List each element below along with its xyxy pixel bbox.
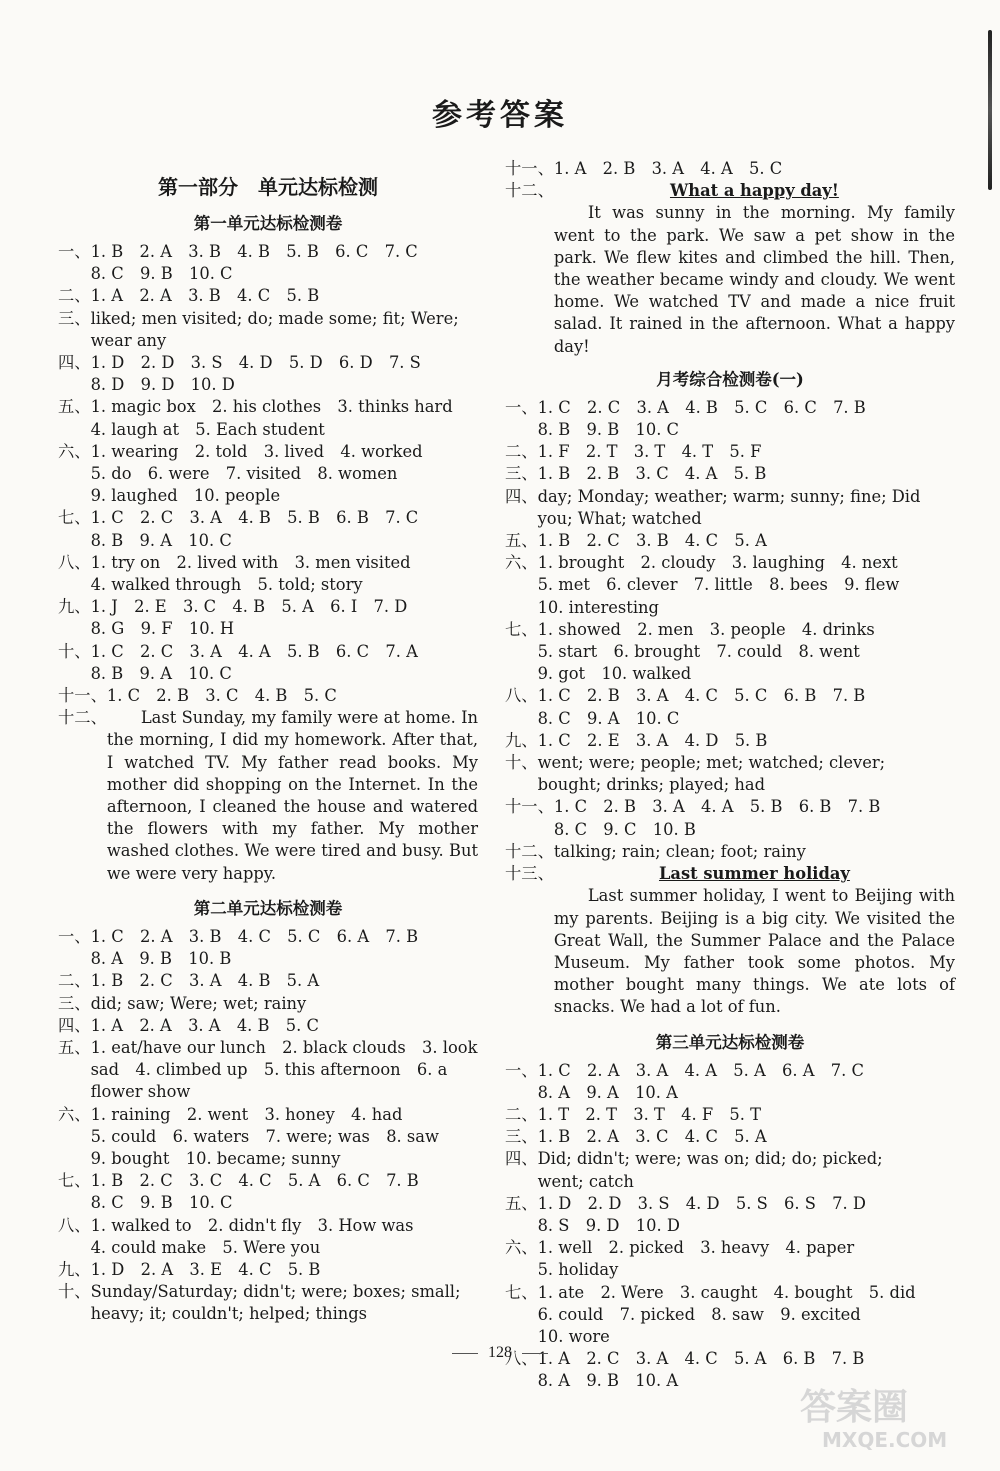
question-number: 三、 [505,1127,538,1147]
question-number: 十三、 [505,864,554,884]
composition-text: Last summer holiday, I went to Beijing with my parents. Beijing is a big city. We visited the Great Wall, the Summer Palace and the Palace Museum. My father took some photos. My mother bought many things. We ate lots of snacks. We had a lot of fun. [553,886,955,1017]
question-number: 十、 [505,753,538,773]
answer-line: 1. C 2. C 3. A 4. A 5. B 6. C 7. A [90,641,418,661]
question-number: 四、 [58,353,91,373]
monthly1-composition [505,863,955,1018]
question-number: 一、 [58,926,91,946]
right-column [505,158,955,1393]
question-number: 七、 [505,1282,538,1302]
answer-line: 5. holiday [537,1260,619,1280]
answer-line: 9. laughed 10. people [90,486,281,506]
answer-item [505,1126,955,1148]
answer-line: liked; men visited; do; made some; fit; Were; [90,308,459,328]
question-number: 六、 [58,1104,91,1124]
answer-line: 1. B 2. A 3. B 4. B 5. B 6. C 7. C [90,242,418,261]
answer-line: 1. B 2. A 3. C 4. C 5. A [537,1127,767,1147]
answer-line: 8. A 9. B 10. A [537,1371,679,1391]
left-column [58,158,478,1326]
answer-item [505,530,955,552]
answer-line: you; What; watched [537,508,702,528]
answer-item [505,1282,955,1349]
answer-line: 1. well 2. picked 3. heavy 4. paper [537,1238,855,1258]
answer-item [505,158,955,180]
answer-line: 10. wore [537,1326,610,1346]
answer-line: bought; drinks; played; had [537,775,766,795]
question-number: 五、 [505,531,538,551]
section-title-unit3: 第三单元达标检测卷 [655,1032,805,1052]
question-number: 六、 [505,1238,538,1258]
answer-line: 8. G 9. F 10. H [90,619,235,639]
answer-line: 1. C 2. A 3. B 4. C 5. C 6. A 7. B [90,926,419,946]
answer-line: 1. D 2. A 3. E 4. C 5. B [90,1259,321,1279]
unit2-answers [58,926,478,1326]
answer-line: 1. B 2. B 3. C 4. A 5. B [537,464,767,484]
answer-line: 1. try on 2. lived with 3. men visited [90,552,411,572]
answer-line: 9. bought 10. became; sunny [90,1148,341,1168]
answer-item [505,619,955,686]
answer-item [505,1193,955,1237]
question-number: 二、 [58,971,91,991]
answer-item [505,730,955,752]
answer-line: went; were; people; met; watched; clever; [537,753,886,773]
question-number: 十一、 [58,686,107,706]
answer-item [58,241,478,285]
unit1-composition [58,707,478,885]
question-number: 三、 [58,993,91,1013]
answer-line: 1. D 2. D 3. S 4. D 5. D 6. D 7. S [90,353,421,373]
answer-item [505,441,955,463]
answer-line: 1. D 2. D 3. S 4. D 5. S 6. S 7. D [537,1193,866,1213]
part-title: 第一部分 单元达标检测 [158,175,378,199]
answer-item [58,352,478,396]
composition-text: Last Sunday, my family were at home. In the morning, I did my homework. After that, I watched TV. My father read books. My mother did shopping on the Internet. In the afternoon, I cleaned the house and watered the flowers with my father. My mother washed clothes. We were tired and busy. But we were very happy. [106,708,478,883]
question-number: 九、 [58,597,91,617]
question-number: 四、 [505,1149,538,1169]
composition-title: What a happy day! [669,181,839,201]
question-number: 七、 [505,619,538,639]
answer-line: went; catch [537,1171,634,1191]
answer-line: 1. C 2. A 3. A 4. A 5. A 6. A 7. C [537,1060,864,1080]
answer-line: 1. J 2. E 3. C 4. B 5. A 6. I 7. D [90,597,408,617]
question-number: 八、 [58,1215,91,1235]
answer-line: 5. do 6. were 7. visited 8. women [90,464,398,484]
answer-line: 1. walked to 2. didn't fly 3. How was [90,1215,414,1235]
question-number: 六、 [505,553,538,573]
answer-item [58,552,478,596]
page-number: 128 [488,1344,512,1361]
answer-item [505,486,955,530]
question-number: 十一、 [505,797,554,817]
answer-line: talking; rain; clean; foot; rainy [553,841,806,861]
answer-item [58,641,478,685]
question-number: 九、 [505,730,538,750]
answer-line: day; Monday; weather; warm; sunny; fine; Did [537,486,921,506]
answer-line: 1. wearing 2. told 3. lived 4. worked [90,441,423,461]
answer-item [505,463,955,485]
watermark-brand: 答案圈 [800,1387,909,1428]
answer-line: 1. T 2. T 3. T 4. F 5. T [537,1104,761,1124]
answer-line: 4. laugh at 5. Each student [90,419,325,439]
answer-line: Sunday/Saturday; didn't; were; boxes; small; [90,1282,461,1302]
unit2-answers-continued [505,158,955,180]
answer-item [505,1104,955,1126]
question-number: 八、 [505,686,538,706]
answer-line: 1. B 2. C 3. C 4. C 5. A 6. C 7. B [90,1171,419,1191]
answer-line: 1. brought 2. cloudy 3. laughing 4. next [537,553,898,573]
answer-line: 4. could make 5. Were you [90,1237,321,1257]
answer-line: 1. magic box 2. his clothes 3. thinks hard [90,397,453,417]
answer-line: Did; didn't; were; was on; did; do; picked; [537,1149,883,1169]
question-number: 十、 [58,1282,91,1302]
answer-item [58,970,478,992]
footer-dash-left [452,1353,478,1354]
answer-line: 4. walked through 5. told; story [90,575,363,595]
answer-line: sad 4. climbed up 5. this afternoon 6. a [90,1060,448,1080]
section-title-unit2: 第二单元达标检测卷 [193,898,343,918]
answer-line: 1. C 2. C 3. A 4. B 5. C 6. C 7. B [537,397,866,417]
unit2-composition [505,180,955,358]
answer-item [505,397,955,441]
answer-line: 8. B 9. A 10. C [90,663,232,683]
question-number: 十二、 [58,708,107,728]
answer-line: 1. A 2. B 3. A 4. A 5. C [553,159,783,178]
answer-line: 8. B 9. A 10. C [90,530,232,550]
answer-line: 1. C 2. B 3. A 4. A 5. B 6. B 7. B [553,797,881,817]
question-number: 九、 [58,1259,91,1279]
answer-line: 9. got 10. walked [537,664,692,684]
answer-item [58,396,478,440]
answer-line: 8. S 9. D 10. D [537,1215,680,1235]
composition-title: Last summer holiday [658,864,850,884]
answer-item [58,596,478,640]
question-number: 七、 [58,508,91,528]
answer-line: 8. A 9. B 10. B [90,949,232,969]
question-number: 四、 [58,1015,91,1035]
answer-line: wear any [90,330,167,350]
question-number: 五、 [505,1193,538,1213]
answer-item [505,1060,955,1104]
answer-line: did; saw; Were; wet; rainy [90,993,307,1013]
monthly1-answers [505,397,955,863]
answer-line: 1. F 2. T 3. T 4. T 5. F [537,442,762,462]
answer-line: 1. B 2. C 3. B 4. C 5. A [537,531,767,551]
answer-item [58,1259,478,1281]
answer-line: 5. met 6. clever 7. little 8. bees 9. flew [537,575,900,595]
answer-item [505,552,955,619]
answer-item [58,1104,478,1171]
answer-item [58,441,478,508]
answer-item [58,285,478,307]
question-number: 六、 [58,441,91,461]
answer-item [58,926,478,970]
answer-line: 1. A 2. A 3. A 4. B 5. C [90,1015,319,1035]
answer-line: 8. D 9. D 10. D [90,375,235,395]
question-number: 八、 [58,552,91,572]
question-number: 十二、 [505,181,554,201]
section-title-unit1: 第一单元达标检测卷 [193,214,343,233]
answer-line: 10. interesting [537,597,659,617]
question-number: 十二、 [505,841,554,861]
page-title: 参考答案 [432,98,568,133]
answer-line: 5. start 6. brought 7. could 8. went [537,642,860,662]
answer-line: 1. B 2. C 3. A 4. B 5. A [90,971,320,991]
question-number: 一、 [505,397,538,417]
answer-item [505,1237,955,1281]
answer-line: 1. ate 2. Were 3. caught 4. bought 5. did [537,1282,916,1302]
unit3-answers [505,1060,955,1393]
question-number: 二、 [58,286,91,306]
answer-line: 1. A 2. A 3. B 4. C 5. B [90,286,320,306]
answer-item [58,1281,478,1325]
answer-item [505,752,955,796]
answer-line: 1. C 2. B 3. A 4. C 5. C 6. B 7. B [537,686,866,706]
answer-item [58,308,478,352]
answer-item [505,1148,955,1192]
answer-line: flower show [90,1082,191,1102]
footer-dash-right [522,1353,548,1354]
question-number: 一、 [58,242,91,261]
question-number: 十一、 [505,159,554,178]
answer-line: heavy; it; couldn't; helped; things [90,1304,368,1324]
answer-item [58,1037,478,1104]
answer-line: 1. A 2. C 3. A 4. C 5. A 6. B 7. B [537,1349,865,1369]
section-title-monthly1: 月考综合检测卷(一) [656,369,804,389]
composition-text: It was sunny in the morning. My family went to the park. We saw a pet show in the park. We flew kites and climbed the hill. Then, the weather became windy and cloudy. We went home. We watched TV and made a nice fruit salad. It rained in the afternoon. What a happy day! [553,203,955,356]
answer-line: 8. B 9. B 10. C [537,420,680,440]
question-number: 一、 [505,1060,538,1080]
watermark-url: MXQE.COM [822,1428,948,1452]
question-number: 二、 [505,1104,538,1124]
watermark-logo [792,1383,982,1453]
answer-item [505,841,955,863]
answer-line: 1. showed 2. men 3. people 4. drinks [537,619,875,639]
answer-line: 1. raining 2. went 3. honey 4. had [90,1104,403,1124]
question-number: 四、 [505,486,538,506]
question-number: 十、 [58,641,91,661]
answer-item [58,1170,478,1214]
question-number: 八、 [505,1349,538,1369]
page-footer [0,1344,1000,1362]
answer-line: 1. C 2. C 3. A 4. B 5. B 6. B 7. C [90,508,419,528]
answer-line: 1. C 2. E 3. A 4. D 5. B [537,730,768,750]
answer-item [505,796,955,840]
question-number: 二、 [505,442,538,462]
answer-line: 1. eat/have our lunch 2. black clouds 3. look [90,1037,478,1057]
answer-item [58,507,478,551]
question-number: 五、 [58,1037,91,1057]
answer-item [58,685,478,707]
question-number: 三、 [58,308,91,328]
answer-item [58,1215,478,1259]
answer-line: 8. C 9. B 10. C [90,1193,233,1213]
question-number: 三、 [505,464,538,484]
question-number: 五、 [58,397,91,417]
answer-line: 8. C 9. A 10. C [537,708,680,728]
answer-line: 1. C 2. B 3. C 4. B 5. C [106,686,337,706]
answer-item [58,993,478,1015]
answer-line: 5. could 6. waters 7. were; was 8. saw [90,1126,439,1146]
unit1-answers [58,241,478,707]
answer-item [505,685,955,729]
answer-line: 6. could 7. picked 8. saw 9. excited [537,1304,861,1324]
answer-line: 8. C 9. C 10. B [553,819,696,839]
answer-line: 8. A 9. A 10. A [537,1082,678,1102]
answer-item [58,1015,478,1037]
question-number: 七、 [58,1171,91,1191]
answer-line: 8. C 9. B 10. C [90,264,233,284]
